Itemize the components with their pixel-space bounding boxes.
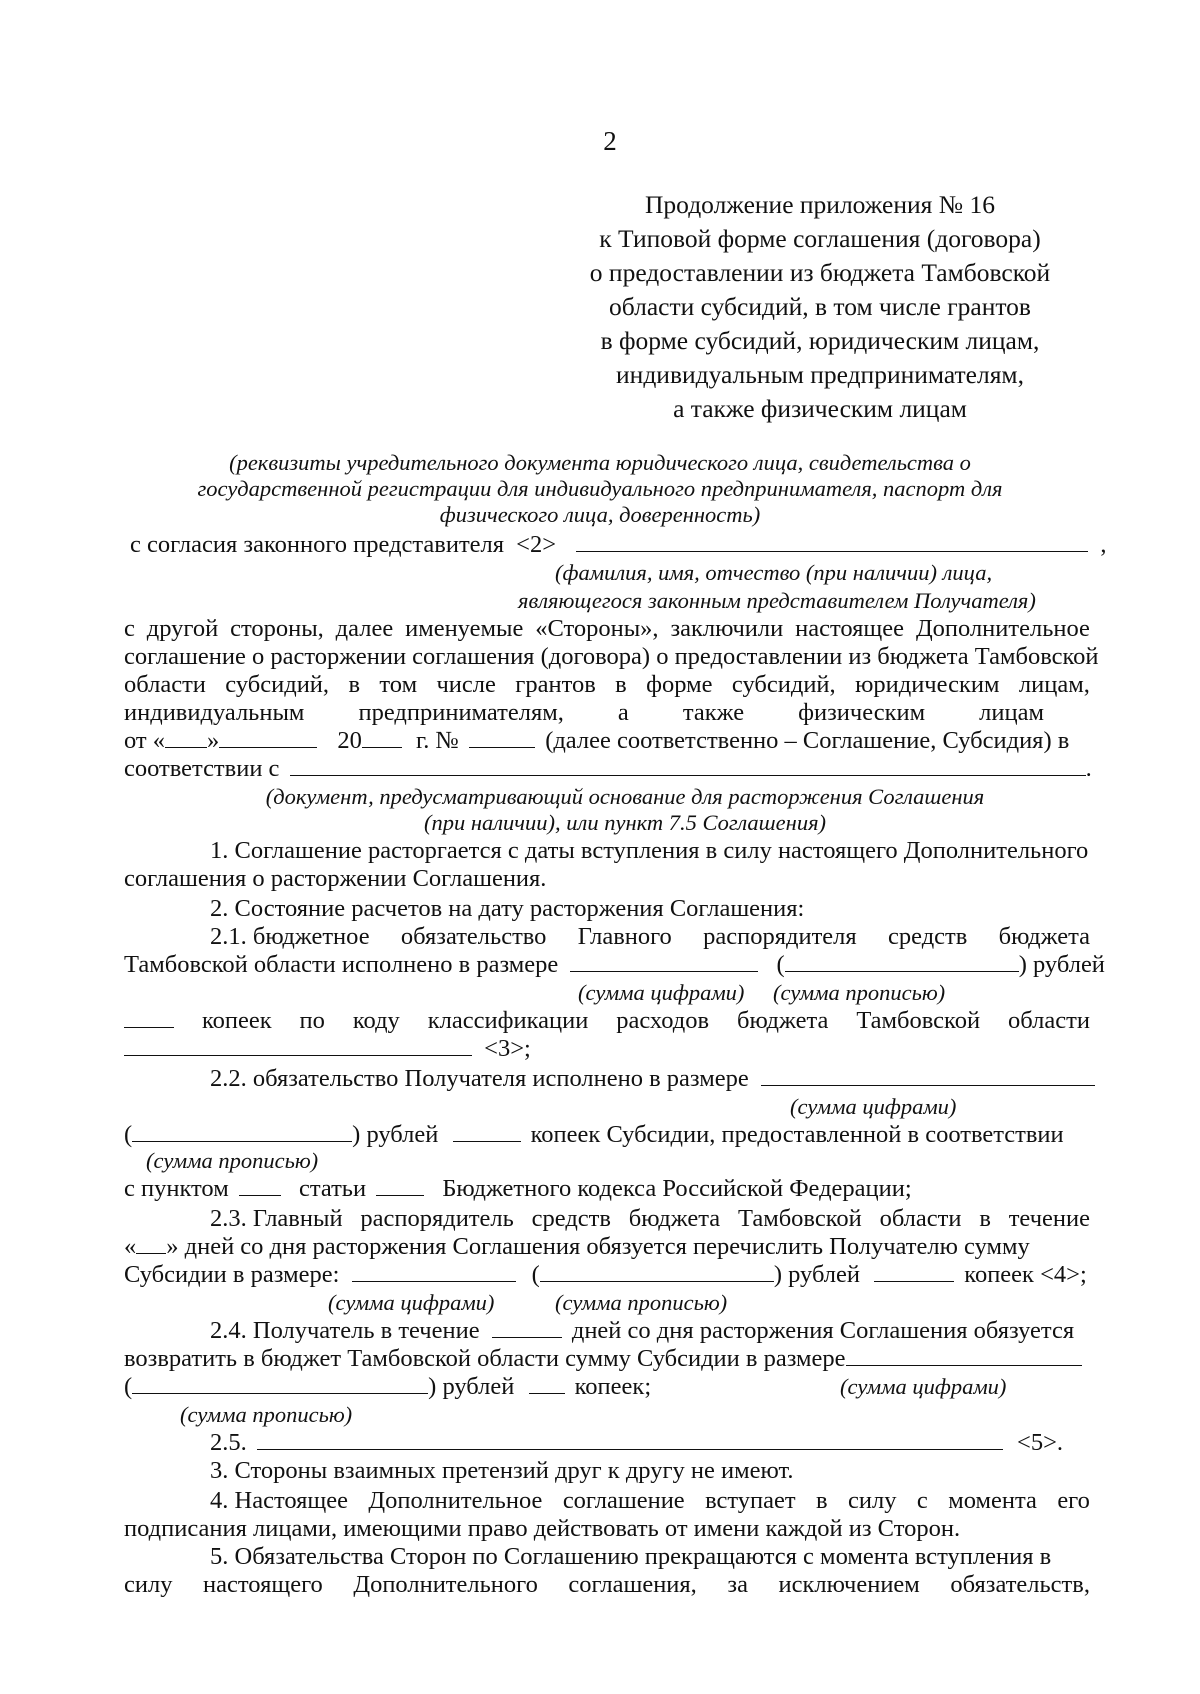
clause-text: 2.5. <box>210 1429 247 1456</box>
word: его <box>1057 1487 1090 1514</box>
word: юридическим <box>855 671 1000 698</box>
parties-line <box>124 614 1090 644</box>
sum-words-hint: (сумма прописью) <box>555 1290 728 1315</box>
word: расходов <box>616 1007 710 1034</box>
word: Тамбовской <box>856 1007 981 1034</box>
word: обязательств, <box>950 1571 1090 1598</box>
word: бюджета <box>737 1007 829 1034</box>
word: заключили <box>670 615 784 642</box>
clause-2-2-article <box>124 1174 912 1204</box>
consent-line <box>130 530 1106 560</box>
word: Главного <box>577 923 672 950</box>
word: Дополнительное <box>368 1487 543 1514</box>
basis-hint: (при наличии), или пункт 7.5 Соглашения) <box>423 810 827 835</box>
rubles-label: ) рублей <box>1018 951 1105 978</box>
amount-label: Тамбовской области исполнено в размере <box>124 951 559 978</box>
header-line: индивидуальным предпринимателям, <box>616 360 1024 389</box>
page-number: 2 <box>603 126 617 156</box>
month-blank <box>219 726 317 748</box>
word: копеек <box>201 1007 272 1034</box>
kopecks-blank <box>874 1260 954 1282</box>
word: «Стороны», <box>535 615 659 642</box>
word: 2.3. Главный <box>210 1205 343 1232</box>
accordance-label: соответствии с <box>124 755 280 782</box>
sum-digits-hint: (сумма цифрами) <box>328 1290 495 1315</box>
sum-digits-blank <box>570 950 758 972</box>
period: . <box>1085 755 1092 782</box>
footnote-ref: <5>. <box>1017 1429 1064 1456</box>
sum-digits-hint: (сумма цифрами) <box>790 1094 957 1119</box>
representative-blank <box>576 530 1088 552</box>
word: исключением <box>778 1571 920 1598</box>
header-line: области субсидий, в том числе грантов <box>609 292 1031 321</box>
classification-code-line <box>124 1034 531 1064</box>
sum-words-hint: (сумма прописью) <box>146 1148 319 1173</box>
basis-document-blank <box>290 754 1086 776</box>
word: а <box>617 699 629 726</box>
sum-words-hint: (сумма прописью) <box>773 980 946 1005</box>
days-blank <box>136 1232 166 1254</box>
word: средств <box>531 1205 611 1232</box>
requisites-hint: государственной регистрации для индивидуального предпринимателя, паспорт для <box>197 476 1003 501</box>
sum-digits-blank <box>846 1344 1082 1366</box>
clause-text: возвратить в бюджет Тамбовской области сумму Субсидии в размере <box>124 1345 846 1372</box>
sum-digits-blank <box>352 1260 516 1282</box>
word: грантов <box>515 671 596 698</box>
word: области <box>1008 1007 1090 1034</box>
date-from: от « <box>124 727 166 754</box>
clause-text: Бюджетного кодекса Российской Федерации; <box>442 1175 912 1202</box>
kopecks-blank <box>529 1372 565 1394</box>
word: субсидий, <box>731 671 836 698</box>
word: области <box>879 1205 962 1232</box>
agreement-date-line <box>124 726 1069 756</box>
clause-text: 2.2. обязательство Получателя исполнено в размере <box>210 1065 749 1092</box>
word: также <box>682 699 745 726</box>
word: с <box>124 615 135 642</box>
word: области <box>124 671 206 698</box>
word: в <box>816 1487 828 1514</box>
word: момента <box>948 1487 1037 1514</box>
sum-digits-blank <box>761 1064 1095 1086</box>
open-paren: ( <box>531 1261 540 1288</box>
clause-text: статьи <box>298 1175 367 1202</box>
clause-2-5-blank <box>257 1428 1003 1450</box>
clause-2-3-amount <box>124 1260 1087 1290</box>
footnote-ref: <2> <box>516 531 557 558</box>
clause-text: Субсидии в размере: <box>124 1261 340 1288</box>
clause-2-3 <box>210 1204 1090 1234</box>
parties-line <box>124 670 1090 700</box>
sum-words-blank <box>132 1372 428 1394</box>
representative-hint: являющегося законным представителем Получателя) <box>518 588 1036 613</box>
year-blank <box>362 726 402 748</box>
word: числе <box>436 671 496 698</box>
word: лицам <box>979 699 1044 726</box>
header-line: Продолжение приложения № 16 <box>645 190 995 219</box>
date-tail: (далее соответственно – Соглашение, Субсидия) в <box>545 727 1070 754</box>
clause-text: копеек; <box>574 1373 652 1400</box>
kopecks-blank <box>453 1120 521 1142</box>
sum-digits-hint: (сумма цифрами) <box>840 1374 1007 1399</box>
sum-digits-hint: (сумма цифрами) <box>578 980 745 1005</box>
clause-text: копеек <4>; <box>964 1261 1087 1288</box>
word: Тамбовской <box>737 1205 862 1232</box>
clause-2-2 <box>210 1064 1095 1094</box>
word: настоящее <box>795 615 905 642</box>
number-blank <box>469 726 535 748</box>
header-line: к Типовой форме соглашения (договора) <box>599 224 1041 253</box>
footnote-ref: <3>; <box>484 1035 531 1062</box>
clause-text: копеек Субсидии, предоставленной в соответствии <box>530 1121 1064 1148</box>
parties-line <box>124 698 1044 728</box>
word: далее <box>335 615 394 642</box>
day-blank <box>165 726 207 748</box>
point-blank <box>239 1174 281 1196</box>
classification-code-blank <box>124 1034 472 1056</box>
clause-2-1 <box>210 922 1090 952</box>
word: за <box>727 1571 748 1598</box>
word: распорядитель <box>360 1205 514 1232</box>
word: течение <box>1008 1205 1090 1232</box>
word: классификации <box>427 1007 589 1034</box>
word: субсидий, <box>225 671 330 698</box>
word: 2.1. бюджетное <box>210 923 370 950</box>
word: распорядителя <box>703 923 857 950</box>
consent-label: с согласия законного представителя <box>130 531 505 558</box>
year-prefix: 20 <box>337 727 362 754</box>
open-paren: ( <box>124 1121 133 1148</box>
word: Дополнительного <box>353 1571 538 1598</box>
word: физическим <box>798 699 926 726</box>
word: в <box>979 1205 991 1232</box>
requisites-hint: физического лица, доверенность) <box>439 502 761 527</box>
clause-1: соглашения о расторжении Соглашения. <box>124 865 547 892</box>
clause-5 <box>124 1570 1090 1600</box>
number-label: г. № <box>416 727 459 754</box>
clause-4 <box>210 1486 1090 1516</box>
word: предпринимателям, <box>358 699 564 726</box>
word: в <box>615 671 627 698</box>
open-paren: ( <box>776 951 785 978</box>
clause-2-1-code <box>124 1006 1090 1036</box>
clause-4: подписания лицами, имеющими право действовать от имени каждой из Сторон. <box>124 1515 961 1542</box>
word: обязательство <box>400 923 547 950</box>
word: силу <box>124 1571 173 1598</box>
days-blank <box>492 1316 562 1338</box>
quote-open: « <box>124 1233 137 1260</box>
word: силу <box>848 1487 897 1514</box>
word: бюджета <box>998 923 1090 950</box>
word: средств <box>888 923 968 950</box>
sum-words-blank <box>540 1260 774 1282</box>
accordance-line <box>124 754 1092 784</box>
header-line: а также физическим лицам <box>673 394 967 423</box>
clause-5: 5. Обязательства Сторон по Соглашению прекращаются с момента вступления в <box>210 1543 1052 1570</box>
word: индивидуальным <box>124 699 305 726</box>
comma: , <box>1100 531 1107 558</box>
representative-hint: (фамилия, имя, отчество (при наличии) лица, <box>555 560 993 585</box>
word: именуемые <box>405 615 524 642</box>
sum-words-blank <box>785 950 1019 972</box>
basis-hint: (документ, предусматривающий основание для расторжения Соглашения <box>265 784 985 809</box>
word: Дополнительное <box>915 615 1090 642</box>
clause-2-4 <box>124 1344 1082 1374</box>
header-line: о предоставлении из бюджета Тамбовской <box>589 258 1051 287</box>
clause-text: дней со дня расторжения Соглашения обязуется <box>571 1317 1075 1344</box>
word: соглашение <box>562 1487 685 1514</box>
word: том <box>379 671 418 698</box>
word: форме <box>646 671 713 698</box>
word: соглашения, <box>568 1571 697 1598</box>
kopecks-blank <box>124 1006 174 1028</box>
word: в <box>348 671 361 698</box>
requisites-hint: (реквизиты учредительного документа юридического лица, свидетельства о <box>229 450 971 475</box>
clause-2-4 <box>210 1316 1074 1346</box>
word: вступает <box>705 1487 796 1514</box>
rubles-label: ) рублей <box>773 1261 861 1288</box>
header-line: в форме субсидий, юридическим лицам, <box>600 326 1040 355</box>
parties-line: соглашение о расторжении соглашения (договора) о предоставлении из бюджета Тамбовской <box>124 643 1099 670</box>
rubles-label: ) рублей <box>352 1121 439 1148</box>
clause-2: 2. Состояние расчетов на дату расторжения Соглашения: <box>210 895 805 922</box>
clause-2-5 <box>210 1428 1063 1458</box>
clause-text: » дней со дня расторжения Соглашения обязуется перечислить Получателю сумму <box>166 1233 1030 1260</box>
word: настоящего <box>203 1571 323 1598</box>
sum-words-hint: (сумма прописью) <box>180 1402 353 1427</box>
word: бюджета <box>628 1205 721 1232</box>
clause-2-1-amount <box>124 950 1105 980</box>
word: другой <box>146 615 219 642</box>
clause-1: 1. Соглашение расторгается с даты вступления в силу настоящего Дополнительного <box>210 837 1089 864</box>
clause-text: 2.4. Получатель в течение <box>210 1317 480 1344</box>
word: лицам, <box>1018 671 1090 698</box>
clause-3: 3. Стороны взаимных претензий друг к другу не имеют. <box>210 1457 794 1484</box>
article-blank <box>376 1174 424 1196</box>
word: 4. Настоящее <box>210 1487 348 1514</box>
word: стороны, <box>230 615 324 642</box>
clause-2-4-amount <box>124 1372 651 1402</box>
word: по <box>299 1007 325 1034</box>
date-quote: » <box>207 727 220 754</box>
sum-words-blank <box>132 1120 352 1142</box>
rubles-label: ) рублей <box>428 1373 515 1400</box>
clause-2-3 <box>124 1232 1030 1262</box>
clause-text: с пунктом <box>124 1175 229 1202</box>
open-paren: ( <box>124 1373 133 1400</box>
word: коду <box>352 1007 400 1034</box>
word: с <box>916 1487 928 1514</box>
